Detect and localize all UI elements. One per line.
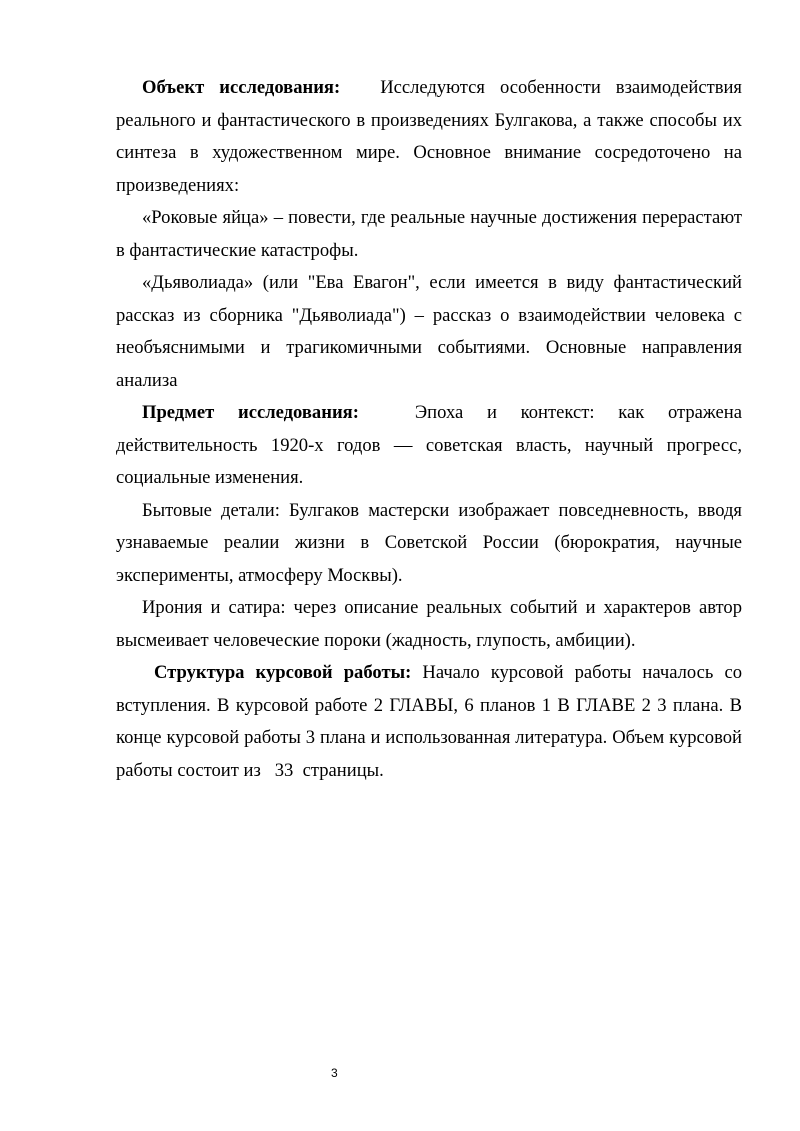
object-heading: Объект исследования:: [142, 77, 341, 98]
details-paragraph-everyday: Бытовые детали: Булгаков мастерски изображает повседневность, вводя узнаваемые реалии жизни в Советской России (бюрократия, научные эксперименты, атмосферу Москвы).: [116, 499, 742, 586]
page-number: 3: [331, 1066, 338, 1080]
work-paragraph-diaboliad: «Дьяволиада» (или "Ева Евагон", если имеется в виду фантастический рассказ из сборника "Дьяволиада") – рассказ о взаимодействии человека с необъяснимыми и трагикомичными событиями. Основные направления анализа: [116, 272, 742, 391]
structure-text: Начало курсовой работы началось со вступления. В курсовой работе 2 ГЛАВЫ, 6 планов 1 В ГЛАВЕ 2 3 плана. В конце курсовой работы 3 плана и использованная литература. Объем курсовой работы состоит из: [116, 662, 743, 781]
work-paragraph-fatal-eggs: «Роковые яйца» – повести, где реальные научные достижения перерастают в фантастические катастрофы.: [116, 207, 742, 261]
subject-heading: Предмет исследования:: [142, 402, 359, 423]
structure-page-count: 33: [274, 759, 294, 781]
subject-text: Эпоха и контекст: как отражена действительность 1920-х годов — советская власть, научный прогресс, социальные изменения.: [116, 402, 742, 488]
structure-paragraph: [116, 657, 742, 787]
structure-heading: Структура курсовой работы:: [154, 662, 412, 683]
document-body: [116, 72, 742, 787]
object-paragraph: [116, 72, 742, 202]
details-paragraph-irony: Ирония и сатира: через описание реальных событий и характеров автор высмеивает человеческие пороки (жадность, глупость, амбиции).: [116, 597, 742, 651]
subject-paragraph: [116, 397, 742, 495]
structure-text-end: страницы.: [302, 759, 384, 781]
object-text: Исследуются особенности взаимодействия реального и фантастического в произведениях Булгакова, а также способы их синтеза в художественном мире. Основное внимание сосредоточено на произведениях:: [116, 77, 742, 196]
